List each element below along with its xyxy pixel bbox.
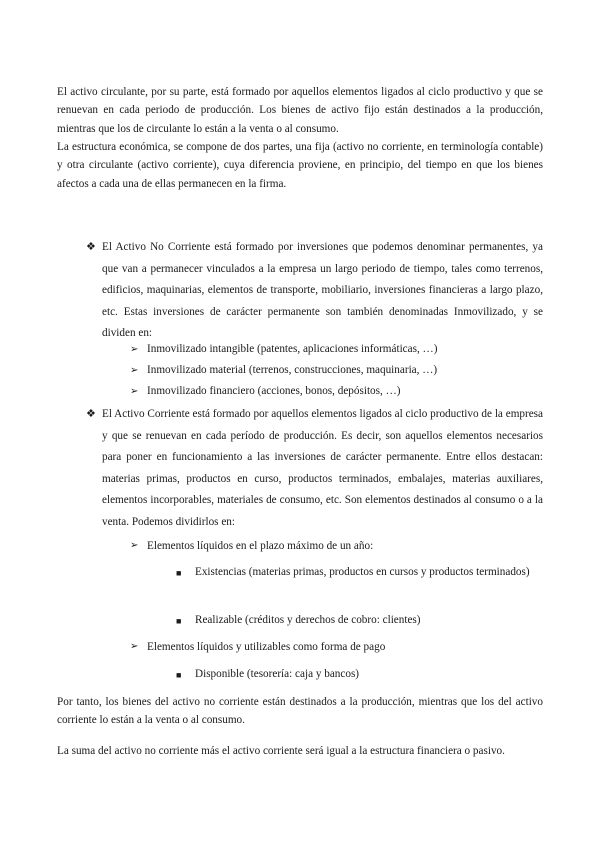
list-item: ➢ Inmovilizado material (terrenos, construcciones, maquinaria, …)	[130, 360, 437, 381]
activo-corriente-text: El Activo Corriente está formado por aquellos elementos ligados al ciclo productivo de la empresa y que se renuevan en cada período de producción. Es decir, son aquellos elementos necesarios para poner en funcionamiento a las inversiones de carácter permanente. Entre ellos destacan: materias primas, productos en curso, productos terminados, embalajes, materias auxiliares, elementos incorporables, materiales de consumo, etc. Son elementos destinados al consumo o a la venta. Podemos dividirlos en:	[102, 408, 543, 528]
conclusion-paragraph-1: Por tanto, los bienes del activo no corriente están destinados a la producción, mientras que los del activo corriente lo están a la venta o al consumo.	[57, 696, 543, 727]
list-item	[86, 404, 543, 534]
conclusion-paragraph-2: La suma del activo no corriente más el activo corriente será igual a la estructura financiera o pasivo.	[57, 745, 505, 757]
activo-no-corriente-list	[86, 237, 543, 345]
diamond-bullet-icon: ❖	[86, 241, 96, 253]
activo-corriente-list	[86, 404, 543, 534]
list-item: ➢ Elementos líquidos y utilizables como forma de pago	[130, 638, 385, 656]
list-item: ➢ Inmovilizado financiero (acciones, bonos, depósitos, …)	[130, 381, 437, 402]
list-item: ■ Existencias (materias primas, productos en cursos y productos terminados)	[176, 562, 543, 583]
inmovilizado-list	[130, 339, 437, 402]
arrow-bullet-icon: ➢	[130, 344, 139, 355]
arrow-bullet-icon: ➢	[130, 386, 139, 397]
square-bullet-icon: ■	[176, 568, 182, 578]
liquid-elements-group-2	[130, 638, 385, 656]
intro-paragraph-2: La estructura económica, se compone de dos partes, una fija (activo no corriente, en terminología contable) y otra circulante (activo corriente), cuya diferencia proviene, en principio, del tiempo en que los bienes afectos a cada una de ellas permanecen en la firma.	[57, 141, 543, 190]
intro-paragraph-1: El activo circulante, por su parte, está formado por aquellos elementos ligados al ciclo productivo y que se renuevan en cada periodo de producción. Los bienes de activo fijo están destinados a la producción, mientras que los de circulante lo están a la venta o al consumo.	[57, 86, 543, 135]
liquid-elements-group-1	[130, 537, 373, 555]
arrow-bullet-icon: ➢	[130, 365, 139, 376]
list-item: ➢ Inmovilizado intangible (patentes, aplicaciones informáticas, …)	[130, 339, 437, 360]
list-item: ■ Realizable (créditos y derechos de cobro: clientes)	[176, 610, 543, 631]
diamond-bullet-icon: ❖	[86, 408, 96, 420]
square-bullet-icon: ■	[176, 670, 182, 680]
arrow-bullet-icon: ➢	[130, 641, 139, 652]
list-item: ■ Disponible (tesorería: caja y bancos)	[176, 664, 543, 685]
arrow-bullet-icon: ➢	[130, 540, 139, 551]
list-item: ➢ Elementos líquidos en el plazo máximo de un año:	[130, 537, 373, 555]
activo-no-corriente-text: El Activo No Corriente está formado por inversiones que podemos denominar permanentes, ya que van a permanecer vinculados a la empresa un largo periodo de tiempo, tales como terrenos, edificios, maquinarias, elementos de transporte, mobiliario, inversiones financieras a largo plazo, etc. Estas inversiones de carácter permanente son también denominadas Inmovilizado, y se dividen en:	[102, 241, 543, 340]
square-bullet-icon: ■	[176, 616, 182, 626]
list-item	[86, 237, 543, 345]
